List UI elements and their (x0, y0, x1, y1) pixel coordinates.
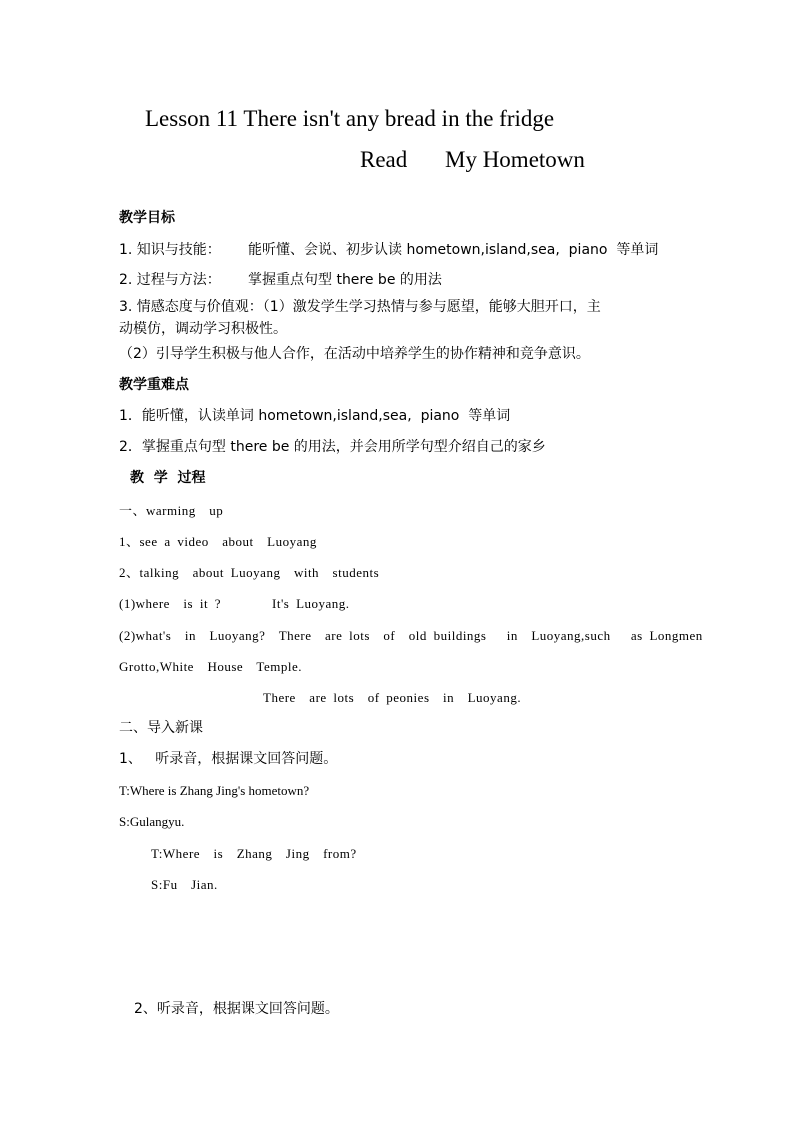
lesson-subtitle-read: Read (360, 147, 408, 172)
new-lesson-heading: 二、导入新课 (119, 720, 203, 736)
new-lesson-step-2: 2、听录音，根据课文回答问题。 (134, 1001, 339, 1017)
process-heading: 教 学 过程 (130, 470, 206, 486)
key-point-1: 1．能听懂，认读单词 hometown,island,sea, piano 等单词 (119, 408, 511, 424)
key-point-2: 2．掌握重点句型 there be 的用法，并会用所学句型介绍自己的家乡 (119, 439, 546, 455)
goals-heading: 教学目标 (119, 210, 175, 226)
goal-2-label: 2. 过程与方法： (119, 272, 221, 288)
warmup-question-1: (1)where is it ? (119, 596, 222, 611)
goal-3-line-1: 3. 情感态度与价值观：（1）激发学生学习热情与参与愿望，能够大胆开口，主 (119, 299, 601, 315)
dialogue-student-1: S:Gulangyu. (119, 814, 185, 829)
goal-2-text: 掌握重点句型 there be 的用法 (248, 272, 442, 288)
lesson-subtitle-hometown: My Hometown (445, 147, 585, 172)
warmup-question-2-line-1: (2)what's in Luoyang? There are lots of old buildings in Luoyang,such as Longmen (119, 628, 703, 643)
dialogue-student-2: S:Fu Jian. (151, 877, 218, 892)
lesson-title: Lesson 11 There isn't any bread in the fridge (145, 106, 555, 131)
new-lesson-step-1: 1、 听录音，根据课文回答问题。 (119, 751, 338, 767)
dialogue-teacher-2: T:Where is Zhang Jing from? (151, 846, 357, 861)
goal-1-text: 能听懂、会说、初步认读 hometown,island,sea, piano 等单词 (248, 242, 659, 258)
goal-1-label: 1. 知识与技能： (119, 242, 221, 258)
dialogue-teacher-1: T:Where is Zhang Jing's hometown? (119, 783, 310, 798)
warmup-heading: 一、warming up (119, 503, 224, 518)
warmup-step-2: 2、talking about Luoyang with students (119, 565, 380, 580)
warmup-question-2-line-3: There are lots of peonies in Luoyang. (263, 690, 522, 705)
warmup-step-1: 1、see a video about Luoyang (119, 534, 317, 549)
warmup-question-2-line-2: Grotto,White House Temple. (119, 659, 302, 674)
warmup-answer-1: It's Luoyang. (272, 596, 350, 611)
goal-3-line-2: 动模仿，调动学习积极性。 (119, 321, 287, 337)
key-points-heading: 教学重难点 (119, 377, 189, 393)
goal-3-line-3: （2）引导学生积极与他人合作，在活动中培养学生的协作精神和竞争意识。 (119, 346, 590, 362)
